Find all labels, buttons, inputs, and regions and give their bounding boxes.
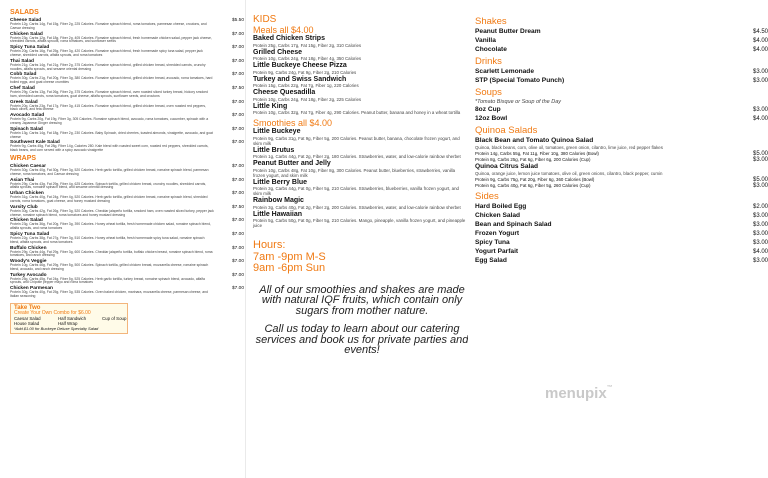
menu-item-price: $4.00 <box>752 249 768 255</box>
menu-item-price: $7.00 <box>231 177 244 183</box>
hours-block <box>253 240 468 275</box>
menu-item-name: Little Buckeye <box>253 128 301 135</box>
take-two-options <box>14 315 127 326</box>
menu-item-name: Yogurt Parfait <box>475 248 519 255</box>
take-two-option: Half Sandwich <box>58 315 87 321</box>
menu-item <box>253 128 468 146</box>
menu-item-name: Little Brutus <box>253 146 295 154</box>
menu-item-name: Asian Thai <box>10 177 35 183</box>
menu-item-description: Quinoa, orange juice, lemon juice tomatoes, olive oil, green onions, cilantro, black pepper, cumin <box>475 171 663 176</box>
menu-item-name: 12oz Bowl <box>475 115 508 122</box>
menu-item <box>475 257 768 265</box>
kids-title: KIDS <box>253 14 277 25</box>
menu-item-name: STP (Special Tomato Punch) <box>475 77 565 84</box>
menu-item-price: $7.00 <box>231 231 244 237</box>
menu-item <box>475 68 768 76</box>
menu-item-name: Grilled Cheese <box>253 48 303 56</box>
menu-item-header <box>475 230 768 238</box>
menu-item-header <box>475 203 768 211</box>
menu-item-header <box>475 248 768 256</box>
kids-subtitle: Meals all $4.00 <box>253 25 314 35</box>
menu-item-price: $7.00 <box>231 31 244 37</box>
menu-item-name: Peanut Butter and Jelly <box>253 160 331 167</box>
menu-item-header <box>253 103 468 111</box>
menu-item <box>253 89 468 102</box>
nutrition-line <box>475 183 768 189</box>
menu-item <box>475 115 768 123</box>
menu-item-name: Turkey and Swiss Sandwich <box>253 75 347 83</box>
watermark <box>545 385 613 402</box>
promo-natural-fruits: All of our smoothies and shakes are made with natural IQF fruits, which contain only sugars from mother nature. <box>259 283 465 317</box>
menu-item-description: Protein 13g, Carbs 14g, Fat 18g, Fiber 2g, 230 Calories. Baby Spinach, dried cherries, toasted almonds, vinaigrette, avocado, and goat cheese <box>10 130 213 139</box>
menu-item-name: Frozen Yogurt <box>475 230 520 237</box>
menu-item-description: Protein 29g, Carbs 13g, Fat 26g, Fiber 2g, 375 Calories. Romaine spinach blend, oven roasted sliced turkey breast, hickory smoked ham, shredded carrots, roma tomatoes, goat cheese, alfalfa sprouts, sunflower seeds, and croutons <box>10 89 208 98</box>
shakes-title: Shakes <box>475 16 507 27</box>
menu-item <box>475 46 768 54</box>
menu-item-name: 8oz Cup <box>475 106 501 113</box>
take-two-title: Take Two <box>14 304 41 311</box>
menu-item <box>10 113 244 126</box>
menu-item <box>10 259 244 272</box>
menu-item <box>475 37 768 45</box>
menu-item-description: Protein 15g, Carbs 22g, Fat 7g, Fiber 1g, 220 Calories <box>253 83 359 88</box>
menu-item-name: Greek Salad <box>10 99 38 105</box>
menu-item-price: $7.00 <box>231 45 244 51</box>
menu-item <box>10 205 244 218</box>
smoothies-subtitle: Smoothies all $4.00 <box>253 118 333 128</box>
menu-item <box>10 232 244 245</box>
menu-item <box>10 246 244 259</box>
menu-item <box>10 127 244 140</box>
hours-weekday: 7am -9pm M-S <box>253 250 326 263</box>
menu-item-name: Cheese Salad <box>10 18 42 23</box>
menu-item-description: Protein 22g, Carbs 38g, Fat 27g, Fiber 3g, 510 Calories. Honey wheat tortilla, fresh homemade spicy tuna salad, romaine spinach blend, alfalfa sprouts, and roma tomatoes <box>10 235 205 244</box>
menu-item-name: Spicy Tuna Salad <box>10 45 50 51</box>
menu-item <box>10 45 244 58</box>
menu-item <box>10 100 244 113</box>
menu-item-description: Protein 20g, Carbs 16g, Fat 25g, Fiber 3g, 420 Calories. Romaine spinach blend, fresh homemade spicy tuna salad, pepper jack cheese, shredded carrots, alfalfa sprouts, and roma tomatoes <box>10 49 203 57</box>
nutrition-text: Protein 9g, Carbs 75g, Fat 20g, Fiber 6g, 360 Calories (Bowl) <box>475 177 595 182</box>
menu-item-header <box>475 163 768 171</box>
watermark-text: menupix <box>545 385 607 402</box>
nutrition-text: Protein 8g, Carbs 25g, Fat 6g, Fiber 6g, 200 Calories (Cup) <box>475 157 591 162</box>
menu-item <box>10 32 244 45</box>
menu-item-name: Spinach Salad <box>10 126 43 132</box>
menu-item <box>10 59 244 72</box>
promo-catering: Call us today to learn about our catering services and book us for private parties and events! <box>255 323 468 356</box>
take-two-option: Cup of Soup <box>102 315 127 321</box>
menu-item-name: Spicy Tuna Salad <box>10 231 50 237</box>
menu-item-price: $7.00 <box>231 99 244 105</box>
section-title: SALADS <box>10 9 39 16</box>
menu-item <box>253 103 468 116</box>
menu-item-header <box>253 160 468 168</box>
nutrition-price: $3.00 <box>752 157 768 163</box>
menu-item-price: $7.50 <box>231 204 244 210</box>
menu-item-price: $3.00 <box>752 78 768 84</box>
menu-item-price: $7.00 <box>231 286 244 292</box>
menu-item <box>475 221 768 229</box>
menu-item-description: Protein 10g, Carbs 24g, Fat 18g, Fiber 2g, 225 Calories <box>253 96 362 102</box>
menu-item-header <box>253 197 468 205</box>
menu-item <box>475 106 768 114</box>
menu-item <box>475 212 768 220</box>
menu-item-header <box>253 147 468 155</box>
menu-item-name: Chicken Caesar <box>10 163 46 169</box>
menu-item-name: Cheese Quesadilla <box>253 89 316 96</box>
nutrition-price: $3.00 <box>752 183 768 189</box>
menu-item-name: Woody's Veggie <box>10 259 47 265</box>
soups-note: *Tomato Bisque or Soup of the Day <box>475 99 562 105</box>
watermark-tm: ™ <box>606 385 613 391</box>
menu-item-price: $7.00 <box>231 72 244 78</box>
menu-item-price: $4.00 <box>752 116 768 122</box>
take-two-subtitle: Create Your Own Combo for $6.00 <box>14 309 91 316</box>
quinoa-title: Quinoa Salads <box>475 125 538 136</box>
menu-item-price: $7.00 <box>231 218 244 224</box>
menu-item-name: Chicken Salad <box>10 31 43 37</box>
menu-item-name: Avocado Salad <box>10 113 45 119</box>
menu-item-description: Protein 10g, Carbs 46g, Fat 29g, Fiber 5g, 500 Calories. Spinach tortilla, grilled chicken breast, mozzarella cheese, romaine spinach blend, avocado, and ranch dressing <box>10 263 209 271</box>
menu-item-price: $3.00 <box>752 107 768 113</box>
menu-item-description: Protein 20g, Carbs 23g, Fat 17g, Fiber 3g, 415 Calories. Romaine spinach blend, grilled chicken breast, oven roasted red peppers, black olives, and feta cheese <box>10 103 207 112</box>
menu-item-price: $4.50 <box>752 29 768 35</box>
menu-item-header <box>475 137 768 145</box>
take-two-box <box>10 303 128 334</box>
menu-item <box>253 179 468 197</box>
menu-item-description: Protein 3g, Carbs 40g, Fat 2g, Fiber 2g, 200 Calories. Strawberries, water, and low-calorie rainbow sherbet <box>253 204 461 210</box>
menu-item-price: $3.00 <box>752 231 768 237</box>
hours-title: Hours: <box>253 239 286 251</box>
menu-item-description: Protein 9g, Carbs 20g, Fat 19g, Fiber 3g, 305 Calories. Romaine spinach blend, avocado, roma tomatoes, cucumber, spinach with a creamy Japanese Ginger dressing <box>10 117 209 125</box>
menu-item-description: Protein 9g, Carbs 24g, Fat 9g, Fiber 2g, 210 Calories <box>253 69 357 75</box>
menu-item-header <box>253 89 468 97</box>
nutrition-price: $5.00 <box>752 177 768 183</box>
menu-item <box>253 76 468 89</box>
menu-item-header <box>253 128 468 136</box>
menu-item <box>253 211 468 229</box>
menu-item <box>253 35 468 48</box>
menu-item-name: Thai Salad <box>10 58 34 64</box>
menu-item-name: Buffalo Chicken <box>10 245 47 251</box>
menu-item-price: $3.00 <box>752 213 768 219</box>
menu-item-name: Chicken Parmesan <box>10 286 53 292</box>
menu-item-header <box>253 49 468 57</box>
menu-item-header <box>253 62 468 70</box>
menu-item <box>475 28 768 36</box>
menu-item-description: Protein 3g, Carbs 44g, Fat 0g, Fiber 5g, 210 Calories. Strawberries, blueberries, vanilla frozen yogurt, and skim milk <box>253 186 459 196</box>
menu-item-name: Urban Chicken <box>10 191 44 197</box>
menu-item-name: Southwest Kale Salad <box>10 140 60 146</box>
menu-item-description: Quinoa, black beans, corn, olive oil, tomatoes, green onion, cilantro, lime juice, red pepper flakes <box>475 145 663 150</box>
menu-item <box>253 147 468 160</box>
menu-item-price: $7.00 <box>231 272 244 278</box>
menu-item-header <box>253 35 468 43</box>
menu-item-price: $7.00 <box>231 245 244 251</box>
menu-item-description: Protein 9g, Carbs 31g, Fat 9g, Fiber 5g, 200 Calories. Peanut butter, banana, chocolate frozen yogurt, and skim milk <box>253 135 460 146</box>
menu-item <box>10 140 244 153</box>
menu-item-price: $3.00 <box>752 258 768 264</box>
menu-item-price: $7.00 <box>231 113 244 119</box>
menu-item-price: $7.00 <box>231 140 244 146</box>
menu-item <box>10 72 244 85</box>
menu-item-price: $3.00 <box>752 69 768 75</box>
menu-item-name: Black Bean and Tomato Quinoa Salad <box>475 137 594 144</box>
menu-item <box>475 77 768 85</box>
menu-item-name: Chef Salad <box>10 85 35 91</box>
menu-item-price: $5.50 <box>231 18 244 23</box>
hours-sunday: 9am -6pm Sun <box>253 262 326 274</box>
menu-item-description: Protein 30g, Carbs 42g, Fat 26g, Fiber 3g, 520 Calories. Cheddar jalapeño tortilla, smoked ham, oven roasted sliced turkey, pepper jack cheese, romaine spinach blend, roma tomatoes and honey mustard dressing <box>10 208 214 217</box>
menu-item-header <box>475 212 768 220</box>
menu-item-name: Chocolate <box>475 46 507 53</box>
menu-item-price: $7.00 <box>231 191 244 197</box>
take-two-option: Caesar Salad <box>14 315 41 321</box>
menu-item-description: Protein 30g, Carbs 40g, Fat 30g, Fiber 3g, 520 Calories. Herb garlic tortilla, grilled chicken breast, romaine spinach blend, parmesan cheese, roma tomatoes, and Caesar dressing <box>10 167 209 176</box>
menu-item <box>10 18 244 31</box>
menu-item-description: Protein 10g, Carbs 48g, Fat 10g, Fiber 8g, 300 Calories. Peanut butter, blueberries, strawberries, vanilla frozen yogurt, and skim milk <box>253 167 456 178</box>
menu-item-header <box>475 115 768 123</box>
menu-item <box>475 203 768 211</box>
menu-item-price: $7.00 <box>231 58 244 64</box>
menu-item-header <box>475 257 768 265</box>
menu-item-header <box>475 68 768 76</box>
menu-item <box>10 218 244 231</box>
menu-item-name: Hard Boiled Egg <box>475 203 527 210</box>
menu-item-name: Quinoa Citrus Salad <box>475 163 539 170</box>
menu-item <box>10 273 244 286</box>
menu-item-header <box>475 37 768 45</box>
menu-item <box>253 62 468 75</box>
menu-item-name: Egg Salad <box>475 257 507 264</box>
section-title: WRAPS <box>10 154 37 162</box>
menu-item-name: Baked Chicken Strips <box>253 35 325 42</box>
menu-item-description: Protein 30g, Carbs 40g, Fat 25g, Fiber 3g, 535 Calories. Oven baked chicken, marinara, mozzarella cheese, parmesan cheese, and Italian seasoning <box>10 290 208 299</box>
menu-item-description: Protein 23g, Carbs 12g, Fat 18g, Fiber 2g, 405 Calories. Romaine spinach blend, fresh homemade chicken salad, pepper jack cheese, shredded carrots, alfalfa sprouts, roma tomatoes, and sunflower seeds <box>10 35 212 44</box>
take-two-option <box>102 321 132 326</box>
menu-item-price: $3.00 <box>752 222 768 228</box>
menu-item-description: Protein 9g, Carbs 45g, Fat 28g, Fiber 14g, Calories 280. Kale blend with roasted sweet corn, roasted red peppers, shredded carrots, black beans, and corn served with a spicy avocado vinaigrette <box>10 144 209 153</box>
column-divider <box>245 0 246 478</box>
menu-item-description: Protein 29g, Carbs 43g, Fat 29g, Fiber 4g, 625 Calories. Spinach tortilla, grilled chicken breast, crunchy noodles, shredded carrots, alfalfa sprouts, romaine spinach blend, and sesame oriental dressing <box>10 181 207 190</box>
menu-item-price: $4.00 <box>752 38 768 44</box>
menu-item-description: Protein 29g, Carbs 44g, Fat 29g, Fiber 3g, 600 Calories. Cheddar jalapeño tortilla, buffalo chicken breast, romaine spinach blend, roma tomatoes, and ranch dressing <box>10 249 213 258</box>
menu-item-description: Protein 1g, Carbs 44g, Fat 2g, Fiber 2g, 180 Calories. Strawberries, water, and low-calorie rainbow sherbet <box>253 154 461 159</box>
menu-item-header <box>475 106 768 114</box>
soups-title: Soups <box>475 87 502 98</box>
menu-item-description: Protein 31g, Carbs 40g, Fat 24g, Fiber 4g, 520 Calories. Herb garlic tortilla, grilled chicken breast, romaine spinach blend, shredded carrots, roma tomatoes, goat cheese, and honey mustard dressing <box>10 195 208 203</box>
sides-title: Sides <box>475 191 499 202</box>
left-column <box>0 0 244 478</box>
take-two-option: House Salad <box>14 320 40 326</box>
menu-item-name: Chicken Salad <box>10 218 43 224</box>
menu-item-name: Little King <box>253 102 288 110</box>
menu-item-header <box>475 239 768 247</box>
menu-item-header <box>253 179 468 187</box>
nutrition-price: $5.00 <box>752 151 768 157</box>
menu-item-name: Chicken Salad <box>475 212 521 219</box>
menu-item <box>253 49 468 62</box>
menu-item-description: Protein 10g, Carbs 24g, Fat 18g, Fiber 4g, 350 Calories <box>253 56 362 61</box>
menu-item <box>10 164 244 177</box>
middle-column <box>250 0 468 478</box>
menu-item-name: Turkey Avocado <box>10 272 47 278</box>
menu-item-name: Rainbow Magic <box>253 197 304 204</box>
drinks-title: Drinks <box>475 56 502 67</box>
menu-item-name: Little Berry Blue <box>253 178 308 186</box>
take-two-note: *Add $1.00 for Buckeye Deluxe Specialty Salad <box>14 325 99 331</box>
menu-item-name: Scarlett Lemonade <box>475 68 534 75</box>
nutrition-text: Protein 14g, Carbs 55g, Fat 11g, Fiber 10g, 380 Calories (Bowl) <box>475 151 599 156</box>
menu-item-price: $7.50 <box>231 85 244 91</box>
menu-item-name: Vanilla <box>475 37 496 44</box>
menu-item-price: $7.00 <box>231 126 244 132</box>
menu-item <box>475 248 768 256</box>
menu-item-name: Little Buckeye Cheese Pizza <box>253 62 347 69</box>
menu-item <box>10 191 244 204</box>
menu-item-price: $4.00 <box>752 47 768 53</box>
menu-item-price: $7.00 <box>231 259 244 265</box>
nutrition-text: Protein 6g, Carbs 40g, Fat 6g, Fiber 5g, 260 Calories (Cup) <box>475 183 591 188</box>
take-two-option: Half Wrap <box>58 320 78 326</box>
menu-item-header <box>475 221 768 229</box>
menu-item-price: $3.00 <box>752 240 768 246</box>
menu-item-name: Varsity Club <box>10 204 38 210</box>
menu-item-name: Cobb Salad <box>10 72 37 78</box>
right-column <box>472 0 768 478</box>
menu-item <box>10 286 244 299</box>
menu-item <box>475 163 768 176</box>
menu-item-price: $2.00 <box>752 204 768 210</box>
menu-item <box>475 137 768 150</box>
menu-item-name: Little Hawaiian <box>253 210 303 218</box>
menu-item-header <box>253 211 468 219</box>
menu-item-description: Protein 12g, Carbs 14g, Fat 15g, Fiber 2g, 225 Calories. Romaine spinach blend, roma tomatoes, parmesan cheese, croutons, and Caesar dressing <box>10 22 207 30</box>
menu-item-description: Protein 10g, Carbs 32g, Fat 7g, Fiber 4g, 290 Calories. Peanut butter, banana and honey in a wheat tortilla <box>253 110 461 115</box>
menu-item <box>475 239 768 247</box>
menu-item-name: Spicy Tuna <box>475 239 510 246</box>
menu-item-description: Protein 23g, Carbs 36g, Fat 20g, Fiber 3g, 390 Calories. Honey wheat tortilla, fresh homemade chicken salad, romaine spinach blend, alfalfa sprouts, and roma tomatoes <box>10 222 211 231</box>
menu-item-name: Bean and Spinach Salad <box>475 221 552 228</box>
menu-item <box>475 230 768 238</box>
menu-item-header <box>475 28 768 36</box>
menu-item-header <box>253 76 468 84</box>
menu-item <box>253 160 468 178</box>
menu-item-header <box>475 46 768 54</box>
menu-item-description: Protein 5g, Carbs 50g, Fat 0g, Fiber 5g, 210 Calories. Mango, pineapple, vanilla frozen yogurt, and pineapple juice <box>253 218 466 228</box>
menu-item-description: Protein 30g, Carbs 21g, Fat 20g, Fiber 3g, 380 Calories. Romaine spinach blend, grilled chicken breast, avocado, roma tomatoes, hard boiled eggs, and goat cheese crumbles <box>10 76 213 85</box>
menu-item-name: Peanut Butter Dream <box>475 28 541 35</box>
menu-item <box>253 197 468 210</box>
menu-item-description: Protein 21g, Carbs 14g, Fat 21g, Fiber 2g, 375 Calories. Romaine spinach blend, grilled chicken breast, shredded carrots, crunchy noodles, alfalfa sprouts, and sesame oriental dressing <box>10 62 206 71</box>
menu-item-description: Protein 25g, Carbs 45g, Fat 24g, Fiber 5g, 525 Calories. Herb garlic tortilla, turkey breast, romaine spinach blend, avocado, alfalfa sprouts, and Chipotle pepper mayo and roma tomatoes <box>10 276 205 285</box>
menu-item-description: Protein 25g, Carbs 17g, Fat 15g, Fiber 2g, 310 Calories <box>253 42 362 48</box>
menu-item-header <box>475 77 768 85</box>
menu-item <box>10 178 244 191</box>
menu-item <box>10 86 244 99</box>
menu-item-price: $7.00 <box>231 163 244 169</box>
